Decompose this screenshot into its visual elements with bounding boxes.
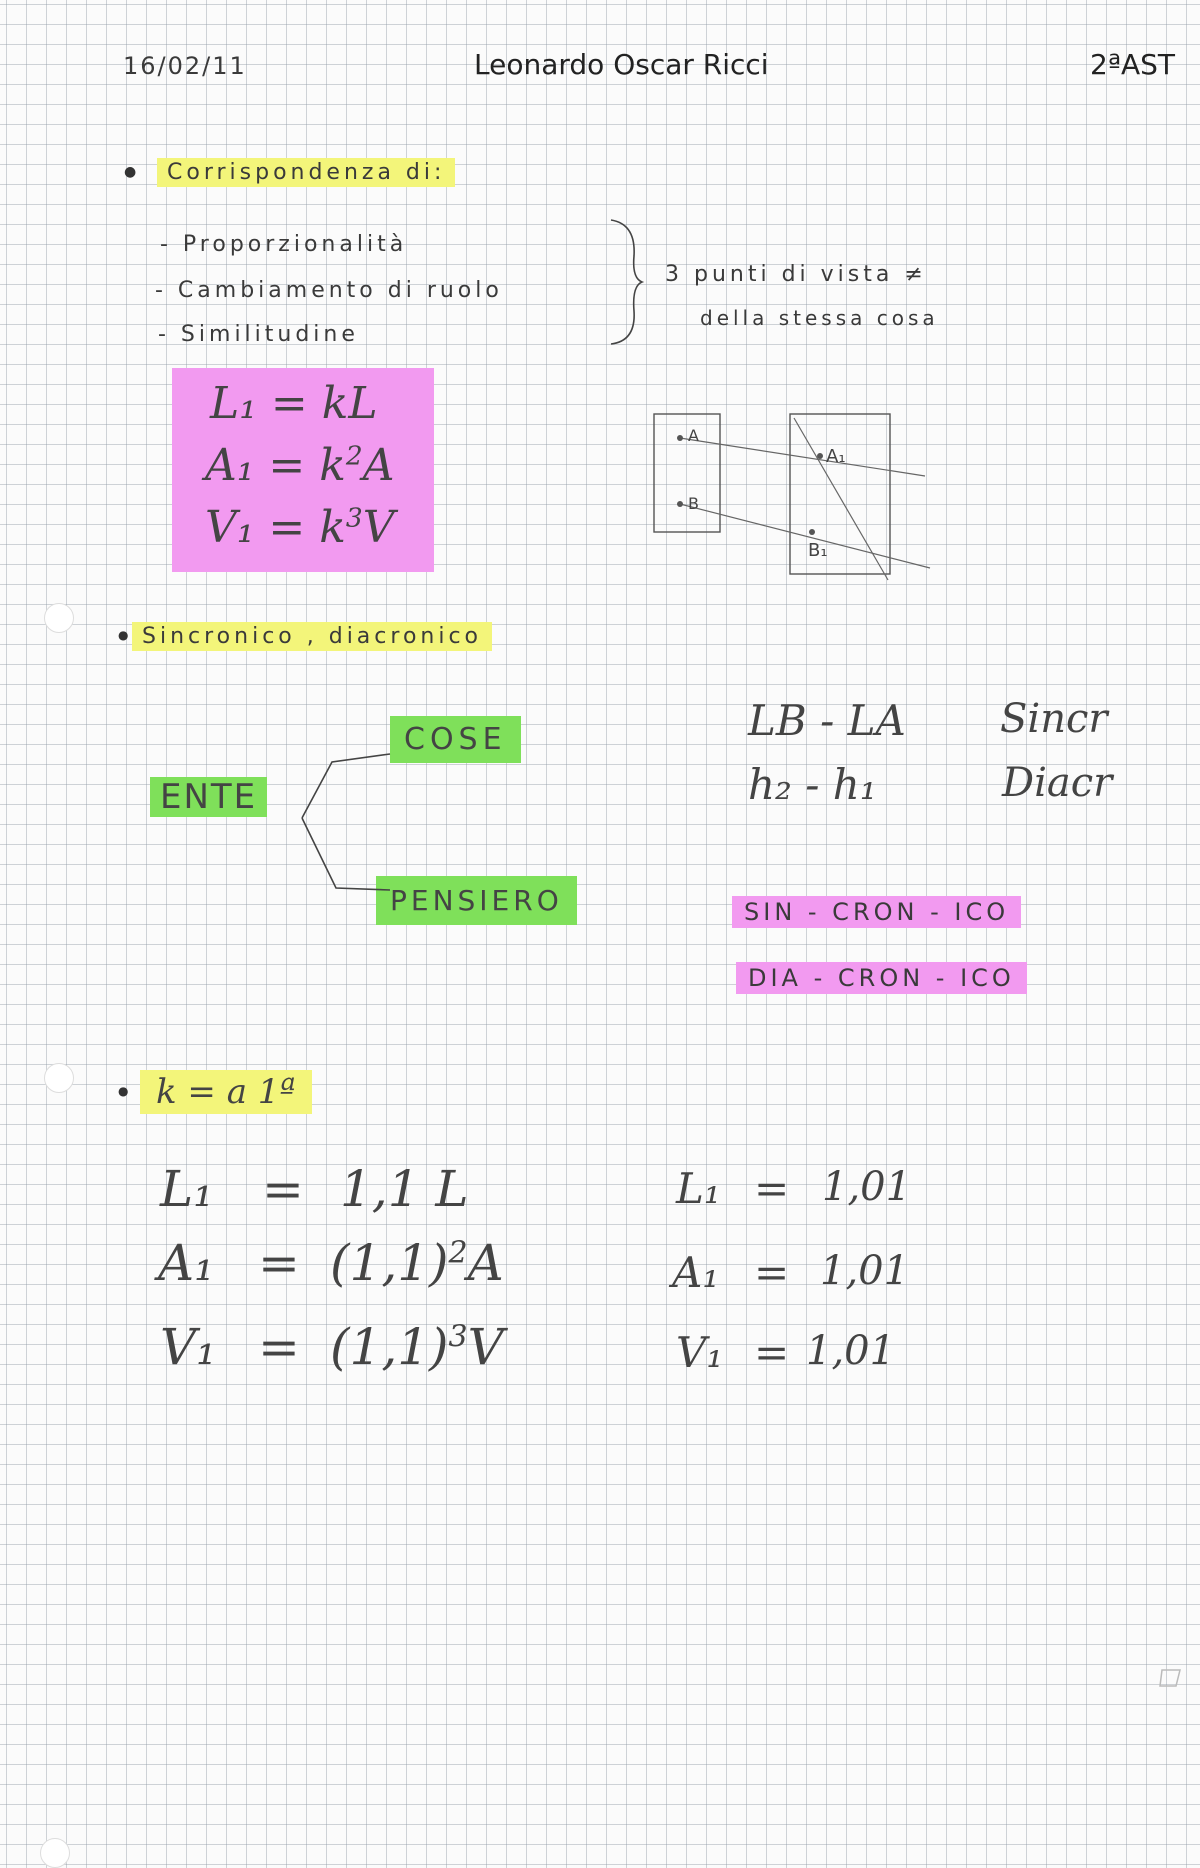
section1-item: - Proporzionalità	[160, 232, 408, 257]
eq-right-volume-lhs: V₁	[676, 1328, 724, 1377]
eq-right-volume-rhs: 1,01	[806, 1328, 896, 1374]
cose-label: COSE	[390, 716, 521, 763]
eq-area-tail: A	[467, 1234, 504, 1292]
curly-brace	[606, 216, 646, 348]
diac-expression: h₂ - h₁	[748, 760, 877, 809]
formula-volume	[205, 502, 395, 553]
eq-right-length-eq: =	[754, 1164, 790, 1213]
punch-hole	[44, 603, 74, 633]
eq-volume-base: (1,1)	[330, 1318, 449, 1376]
punch-hole	[40, 1838, 70, 1868]
sin-word: SIN - CRON - ICO	[732, 896, 1021, 928]
eq-length-eq: =	[262, 1160, 304, 1218]
sinc-label: Sincr	[1000, 696, 1108, 742]
bullet: ●	[118, 628, 129, 642]
eq-area-exp: 2	[448, 1235, 468, 1271]
note-line1: 3 punti di vista ≠	[665, 262, 927, 287]
eq-right-area-lhs: A₁	[672, 1248, 720, 1297]
header-class: 2ªAST	[1090, 48, 1176, 81]
eq-length-lhs: L₁	[160, 1160, 214, 1218]
sinc-expression: LB - LA	[748, 696, 906, 745]
section1-item: - Cambiamento di ruolo	[155, 278, 503, 303]
eq-area-rhs	[330, 1234, 504, 1292]
formula-length: L₁ = kL	[210, 378, 378, 429]
section3-title: k = a 1ª	[140, 1070, 312, 1114]
formula-volume-right: V	[362, 502, 395, 553]
eq-right-length-rhs: 1,01	[822, 1164, 912, 1210]
formula-volume-exp: 3	[345, 502, 363, 534]
eq-volume-tail: V	[467, 1318, 504, 1376]
eq-volume-exp: 3	[448, 1319, 468, 1355]
eq-area-lhs: A₁	[158, 1234, 215, 1292]
bullet: ●	[118, 1084, 129, 1098]
formula-area	[205, 440, 395, 491]
note-line2: della stessa cosa	[700, 306, 939, 330]
formula-volume-left: V₁ = k	[205, 502, 346, 553]
header-name: Leonardo Oscar Ricci	[474, 48, 769, 81]
diagram-label-a1: A₁	[826, 446, 846, 467]
header-date: 16/02/11	[123, 52, 247, 80]
bullet: ●	[124, 164, 137, 180]
formula-area-left: A₁ = k	[205, 440, 346, 491]
tree-branches	[300, 740, 400, 900]
dia-word: DIA - CRON - ICO	[736, 962, 1027, 994]
diagram-label-a: A	[688, 426, 699, 445]
punch-hole	[44, 1063, 74, 1093]
diac-label: Diacr	[1002, 760, 1113, 806]
eq-volume-rhs	[330, 1318, 504, 1376]
eq-right-length-lhs: L₁	[676, 1164, 721, 1213]
eq-volume-eq: =	[258, 1318, 300, 1376]
eq-right-area-eq: =	[754, 1248, 790, 1297]
corner-mark	[1158, 1666, 1184, 1690]
pensiero-label: PENSIERO	[376, 876, 577, 925]
similarity-diagram	[640, 400, 940, 590]
eq-area-eq: =	[258, 1234, 300, 1292]
eq-right-volume-eq: =	[754, 1328, 790, 1377]
section2-title: Sincronico , diacronico	[132, 622, 492, 651]
formula-area-right: A	[362, 440, 395, 491]
section1-title: Corrispondenza di:	[157, 158, 455, 187]
section1-item: - Similitudine	[158, 322, 359, 347]
eq-area-base: (1,1)	[330, 1234, 449, 1292]
eq-right-area-rhs: 1,01	[820, 1248, 910, 1294]
formula-area-exp: 2	[345, 440, 363, 472]
diagram-label-b: B	[688, 494, 699, 513]
eq-volume-lhs: V₁	[160, 1318, 217, 1376]
eq-length-rhs: 1,1 L	[340, 1160, 469, 1218]
diagram-label-b1: B₁	[808, 540, 828, 561]
ente-label: ENTE	[150, 777, 267, 817]
